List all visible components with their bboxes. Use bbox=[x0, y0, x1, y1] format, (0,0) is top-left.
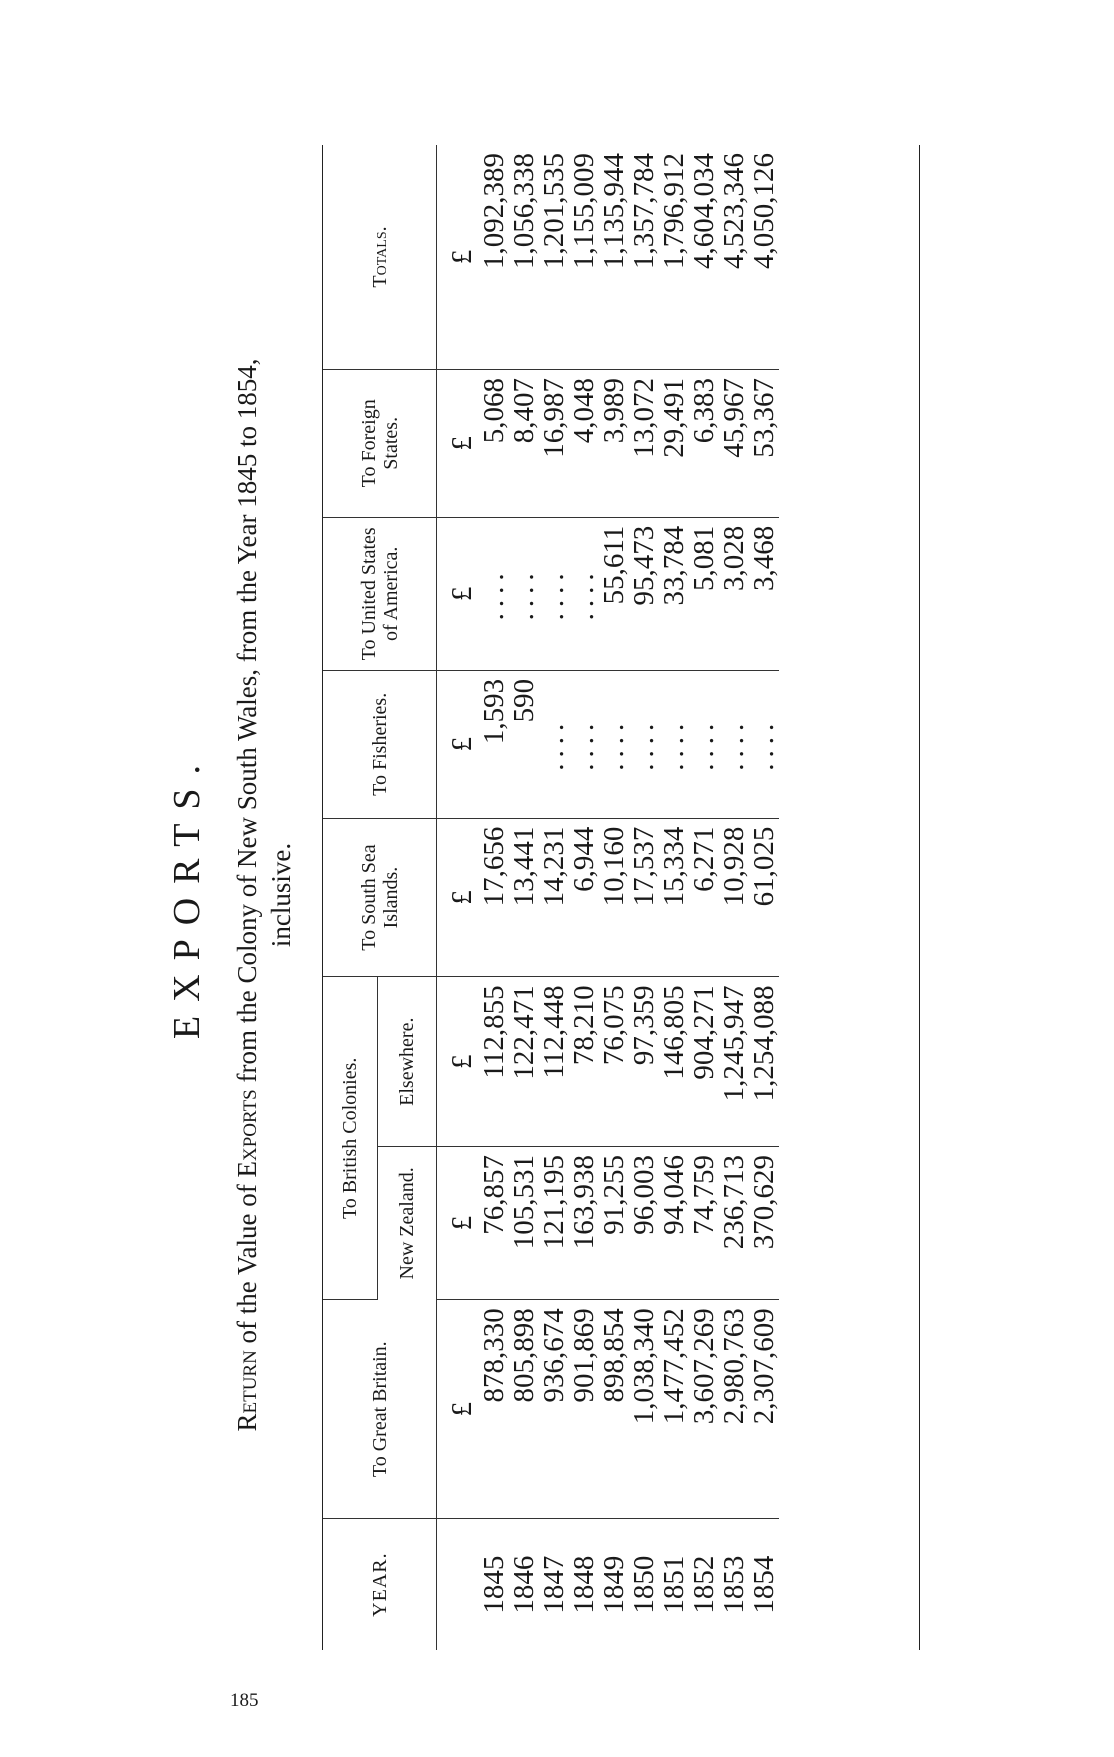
subtitle-line2: inclusive. bbox=[266, 842, 296, 948]
cell-new-zealand: 163,938 bbox=[569, 1147, 599, 1300]
header-british-colonies: To British Colonies. bbox=[323, 977, 378, 1300]
cell-great-britain: 936,674 bbox=[539, 1300, 569, 1519]
cell-elsewhere: 112,448 bbox=[539, 977, 569, 1147]
cell-usa: 3,028 bbox=[719, 517, 749, 670]
cell-foreign: 6,383 bbox=[689, 369, 719, 517]
header-year: YEAR. bbox=[323, 1519, 437, 1650]
cell-usa: 95,473 bbox=[629, 517, 659, 670]
header-new-zealand: New Zealand. bbox=[378, 1147, 437, 1300]
cell-year: 1853 bbox=[718, 1555, 750, 1614]
cell-year: 1852 bbox=[688, 1555, 720, 1614]
cell-foreign: 45,967 bbox=[719, 369, 749, 517]
cell-south-sea: 17,537 bbox=[629, 818, 659, 977]
cell-south-sea: 15,334 bbox=[659, 818, 689, 977]
cell-usa: .... bbox=[569, 517, 599, 670]
cell-elsewhere: 97,359 bbox=[629, 977, 659, 1147]
table-row bbox=[599, 145, 629, 1650]
table-row bbox=[659, 145, 689, 1650]
cell-great-britain: 805,898 bbox=[509, 1300, 539, 1519]
cell-new-zealand: 94,046 bbox=[659, 1147, 689, 1300]
exports-table bbox=[323, 145, 779, 1650]
subtitle-keyword: Exports bbox=[232, 1089, 262, 1178]
cell-great-britain: 1,477,452 bbox=[659, 1300, 689, 1519]
subtitle-suffix: from the Colony of New South Wales, from the Year 1845 to 1854, bbox=[232, 358, 262, 1090]
page-subtitle bbox=[230, 140, 298, 1650]
cell-usa: .... bbox=[479, 517, 509, 670]
header-totals: Totals. bbox=[323, 145, 437, 369]
cell-new-zealand: 91,255 bbox=[599, 1147, 629, 1300]
table-row bbox=[629, 145, 659, 1650]
cell-usa: 55,611 bbox=[599, 517, 629, 670]
header-south-sea: To South Sea Islands. bbox=[323, 818, 437, 977]
table-row bbox=[479, 145, 509, 1650]
cell-year: 1847 bbox=[538, 1555, 570, 1614]
cell-foreign: 16,987 bbox=[539, 369, 569, 517]
cell-new-zealand: 74,759 bbox=[689, 1147, 719, 1300]
cell-year: 1854 bbox=[748, 1555, 780, 1614]
cell-new-zealand: 370,629 bbox=[749, 1147, 779, 1300]
table-row bbox=[719, 145, 749, 1650]
cell-foreign: 13,072 bbox=[629, 369, 659, 517]
cell-total: 1,357,784 bbox=[629, 145, 659, 369]
cell-elsewhere: 1,245,947 bbox=[719, 977, 749, 1147]
subtitle-prefix: Return bbox=[232, 1350, 262, 1432]
cell-elsewhere: 904,271 bbox=[689, 977, 719, 1147]
cell-great-britain: 1,038,340 bbox=[629, 1300, 659, 1519]
header-fisheries: To Fisheries. bbox=[323, 670, 437, 818]
table-row bbox=[569, 145, 599, 1650]
cell-elsewhere: 146,805 bbox=[659, 977, 689, 1147]
page-title: EXPORTS. bbox=[166, 750, 208, 1040]
exports-table-container bbox=[322, 145, 920, 1650]
cell-total: 1,155,009 bbox=[569, 145, 599, 369]
cell-usa: 5,081 bbox=[689, 517, 719, 670]
header-great-britain: To Great Britain. bbox=[323, 1300, 437, 1519]
cell-elsewhere: 1,254,088 bbox=[749, 977, 779, 1147]
currency-cell: £ bbox=[437, 818, 480, 977]
cell-fisheries: .... bbox=[599, 670, 629, 818]
cell-fisheries: 1,593 bbox=[479, 670, 509, 818]
cell-usa: .... bbox=[509, 517, 539, 670]
page-number: 185 bbox=[230, 1690, 259, 1711]
cell-new-zealand: 76,857 bbox=[479, 1147, 509, 1300]
rotated-page-content bbox=[120, 140, 920, 1650]
cell-new-zealand: 121,195 bbox=[539, 1147, 569, 1300]
header-foreign: To Foreign States. bbox=[323, 369, 437, 517]
currency-cell: £ bbox=[437, 517, 480, 670]
cell-great-britain: 901,869 bbox=[569, 1300, 599, 1519]
table-row bbox=[509, 145, 539, 1650]
cell-south-sea: 10,928 bbox=[719, 818, 749, 977]
cell-year: 1849 bbox=[598, 1555, 630, 1614]
cell-total: 1,135,944 bbox=[599, 145, 629, 369]
currency-cell: £ bbox=[437, 977, 480, 1147]
cell-total: 4,604,034 bbox=[689, 145, 719, 369]
cell-south-sea: 14,231 bbox=[539, 818, 569, 977]
cell-south-sea: 61,025 bbox=[749, 818, 779, 977]
cell-fisheries: .... bbox=[689, 670, 719, 818]
cell-foreign: 29,491 bbox=[659, 369, 689, 517]
header-usa: To United States of America. bbox=[323, 517, 437, 670]
currency-cell: £ bbox=[437, 670, 480, 818]
cell-usa: 3,468 bbox=[749, 517, 779, 670]
cell-year: 1848 bbox=[568, 1555, 600, 1614]
header-elsewhere: Elsewhere. bbox=[378, 977, 437, 1147]
currency-cell: £ bbox=[437, 145, 480, 369]
currency-cell-year bbox=[437, 1519, 480, 1650]
subtitle-middle: of the Value of bbox=[232, 1177, 262, 1351]
table-row bbox=[749, 145, 779, 1650]
cell-year: 1846 bbox=[508, 1555, 540, 1614]
cell-fisheries: .... bbox=[629, 670, 659, 818]
cell-total: 1,796,912 bbox=[659, 145, 689, 369]
table-body bbox=[437, 145, 780, 1650]
cell-great-britain: 898,854 bbox=[599, 1300, 629, 1519]
cell-fisheries: .... bbox=[539, 670, 569, 818]
cell-usa: .... bbox=[539, 517, 569, 670]
currency-cell: £ bbox=[437, 1147, 480, 1300]
cell-total: 1,056,338 bbox=[509, 145, 539, 369]
cell-foreign: 3,989 bbox=[599, 369, 629, 517]
cell-usa: 33,784 bbox=[659, 517, 689, 670]
cell-fisheries: .... bbox=[749, 670, 779, 818]
cell-fisheries: 590 bbox=[509, 670, 539, 818]
cell-south-sea: 17,656 bbox=[479, 818, 509, 977]
cell-total: 4,050,126 bbox=[749, 145, 779, 369]
cell-year: 1851 bbox=[658, 1555, 690, 1614]
table-row bbox=[539, 145, 569, 1650]
cell-south-sea: 13,441 bbox=[509, 818, 539, 977]
cell-elsewhere: 76,075 bbox=[599, 977, 629, 1147]
cell-south-sea: 6,271 bbox=[689, 818, 719, 977]
cell-new-zealand: 96,003 bbox=[629, 1147, 659, 1300]
cell-total: 1,201,535 bbox=[539, 145, 569, 369]
cell-foreign: 5,068 bbox=[479, 369, 509, 517]
cell-new-zealand: 236,713 bbox=[719, 1147, 749, 1300]
cell-great-britain: 2,980,763 bbox=[719, 1300, 749, 1519]
cell-foreign: 53,367 bbox=[749, 369, 779, 517]
cell-fisheries: .... bbox=[659, 670, 689, 818]
cell-south-sea: 6,944 bbox=[569, 818, 599, 977]
cell-total: 4,523,346 bbox=[719, 145, 749, 369]
cell-fisheries: .... bbox=[569, 670, 599, 818]
table-row bbox=[689, 145, 719, 1650]
cell-foreign: 4,048 bbox=[569, 369, 599, 517]
cell-great-britain: 878,330 bbox=[479, 1300, 509, 1519]
cell-great-britain: 3,607,269 bbox=[689, 1300, 719, 1519]
cell-year: 1845 bbox=[478, 1555, 510, 1614]
cell-new-zealand: 105,531 bbox=[509, 1147, 539, 1300]
cell-elsewhere: 78,210 bbox=[569, 977, 599, 1147]
cell-year: 1850 bbox=[628, 1555, 660, 1614]
title-block bbox=[120, 140, 310, 1650]
cell-fisheries: .... bbox=[719, 670, 749, 818]
cell-great-britain: 2,307,609 bbox=[749, 1300, 779, 1519]
cell-elsewhere: 122,471 bbox=[509, 977, 539, 1147]
cell-elsewhere: 112,855 bbox=[479, 977, 509, 1147]
cell-total: 1,092,389 bbox=[479, 145, 509, 369]
currency-row bbox=[437, 145, 480, 1650]
currency-cell: £ bbox=[437, 1300, 480, 1519]
cell-south-sea: 10,160 bbox=[599, 818, 629, 977]
currency-cell: £ bbox=[437, 369, 480, 517]
cell-foreign: 8,407 bbox=[509, 369, 539, 517]
